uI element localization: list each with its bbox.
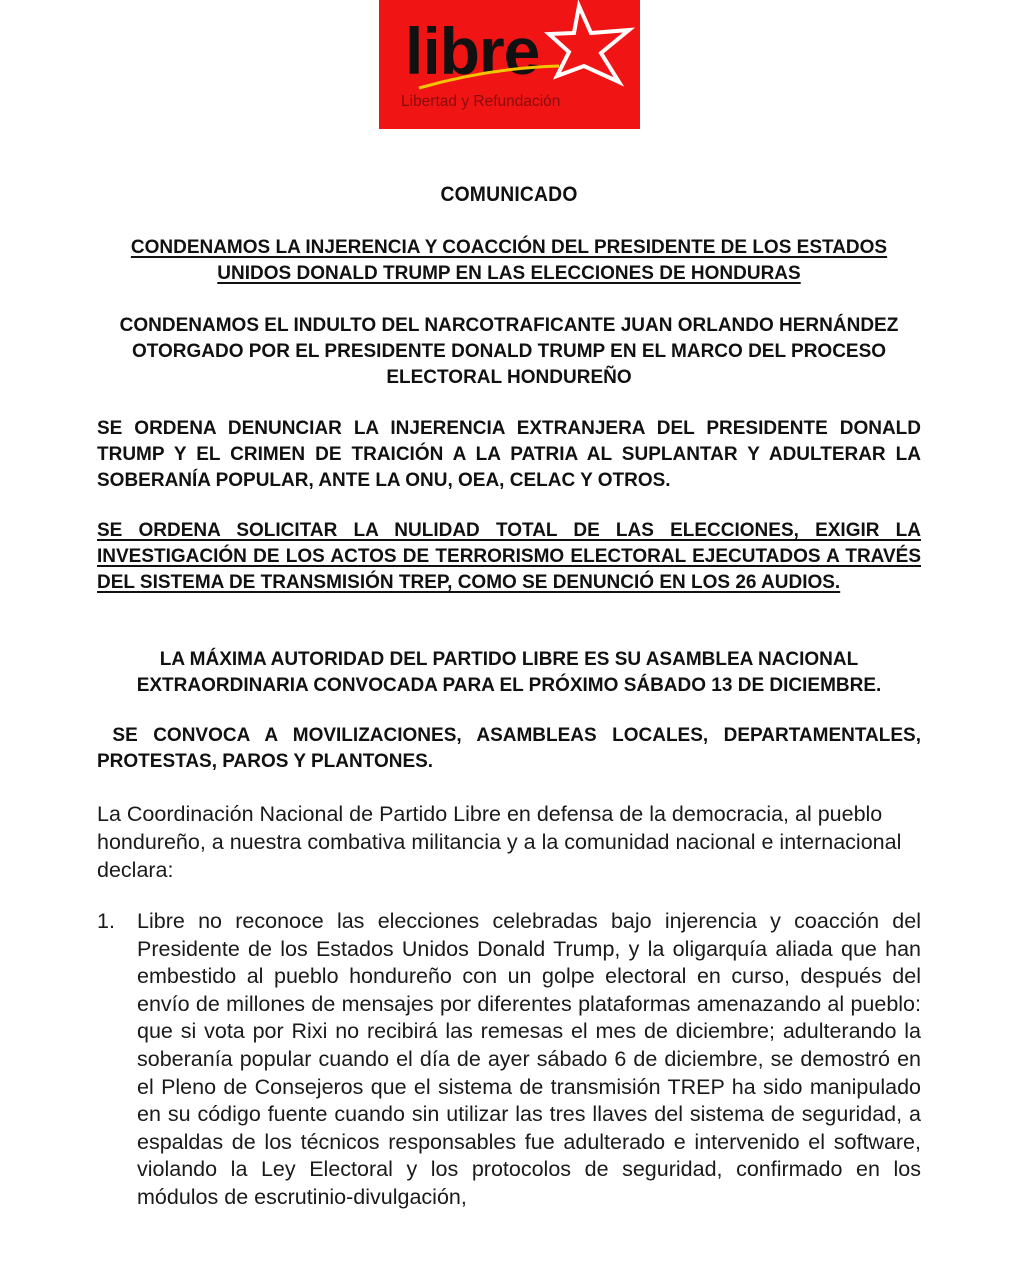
logo-graphic: [379, 0, 640, 129]
heading-mobilizations: SE CONVOCA A MOVILIZACIONES, ASAMBLEAS LOCALES, DEPARTAMENTALES, PROTESTAS, PAROS Y PLANTONES.: [97, 725, 927, 772]
list-item-text: Libre no reconoce las elecciones celebradas bajo injerencia y coacción del Presidente de los Estados Unidos Donald Trump, y la oligarquía aliada que han embestido al pueblo hondureño con un golpe electoral en curso, después del envío de millones de mensajes por diferentes plataformas amenazando al pueblo: que si vota por Rixi no recibirá las remesas el mes de diciembre; adulterando la soberanía popular cuando el día de ayer sábado 6 de diciembre, se demostró en el Pleno de Consejeros que el sistema de transmisión TREP ha sido manipulado en su código fuente cuando sin utilizar las tres llaves del sistema de seguridad, a espaldas de los técnicos responsables fue adulterado e intervenido el software, violando la Ley Electoral y los protocolos de seguridad, confirmado en los módulos de escrutinio-divulgación,: [137, 909, 921, 1209]
star-icon: [549, 6, 629, 82]
list-item-number: 1.: [97, 909, 115, 933]
intro-paragraph: La Coordinación Nacional de Partido Libre en defensa de la democracia, al pueblo hondureño, a nuestra combativa militancia y a la comunidad nacional e internacional declara:: [97, 802, 902, 882]
list-item: [97, 908, 921, 1212]
logo-tagline: Libertad y Refundación: [401, 93, 561, 110]
document-title: COMUNICADO: [440, 183, 578, 206]
heading-national-assembly: LA MÁXIMA AUTORIDAD DEL PARTIDO LIBRE ES SU ASAMBLEA NACIONAL EXTRAORDINARIA CONVOCADA PARA EL PRÓXIMO SÁBADO 13 DE DICIEMBRE.: [136, 649, 882, 696]
libre-party-logo: [379, 0, 640, 129]
heading-condemn-pardon: CONDENAMOS EL INDULTO DEL NARCOTRAFICANTE JUAN ORLANDO HERNÁNDEZ OTORGADO POR EL PRESIDENTE DONALD TRUMP EN EL MARCO DEL PROCESO ELECTORAL HONDUREÑO: [119, 315, 899, 388]
logo-wordmark: libre: [405, 14, 540, 88]
heading-condemn-interference: CONDENAMOS LA INJERENCIA Y COACCIÓN DEL PRESIDENTE DE LOS ESTADOS UNIDOS DONALD TRUMP EN LAS ELECCIONES DE HONDURAS: [130, 237, 888, 284]
declaration-list: [97, 908, 921, 1212]
heading-order-nullity: SE ORDENA SOLICITAR LA NULIDAD TOTAL DE LAS ELECCIONES, EXIGIR LA INVESTIGACIÓN DE LOS ACTOS DE TERRORISMO ELECTORAL EJECUTADOS A TRAVÉS DEL SISTEMA DE TRANSMISIÓN TREP, COMO SE DENUNCIÓ EN LOS 26 AUDIOS.: [97, 520, 921, 593]
heading-order-denounce: SE ORDENA DENUNCIAR LA INJERENCIA EXTRANJERA DEL PRESIDENTE DONALD TRUMP Y EL CRIMEN DE TRAICIÓN A LA PATRIA AL SUPLANTAR Y ADULTERAR LA SOBERANÍA POPULAR, ANTE LA ONU, OEA, CELAC Y OTROS.: [97, 418, 921, 491]
